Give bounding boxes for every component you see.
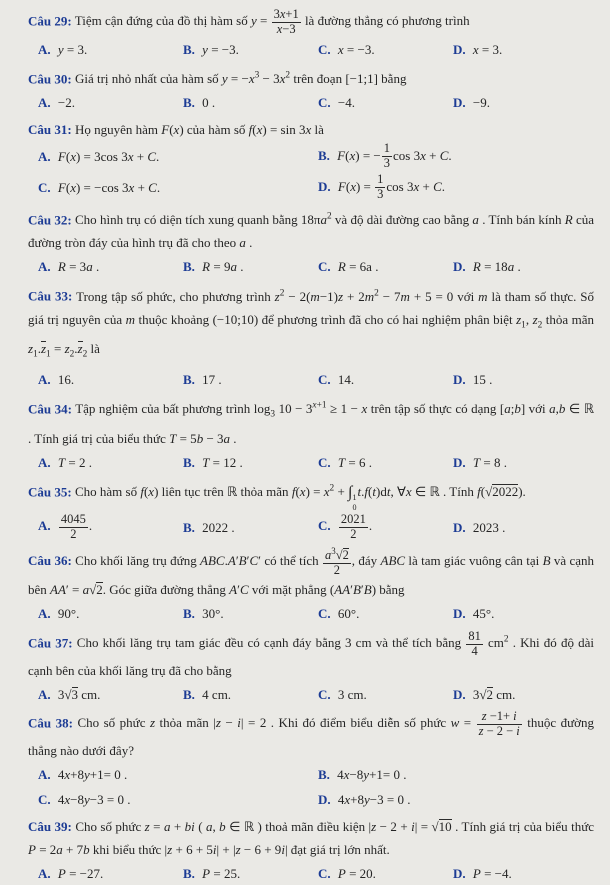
answer-option [318, 38, 453, 61]
answer-letter: C. [38, 791, 51, 807]
answer-text: 3√2 cm. [472, 686, 516, 702]
answer-letter: C. [318, 518, 331, 534]
answer-option [318, 763, 594, 786]
question-block [28, 546, 594, 625]
question-paragraph [28, 395, 594, 450]
answer-option [453, 38, 594, 61]
answers-row [28, 451, 594, 474]
answers-row [28, 683, 594, 706]
answer-letter: B. [183, 865, 195, 881]
question-text: Giá trị nhỏ nhất của hàm số $y = -x^3 - 3x^2$ trên đoạn [−1;1] bằng [74, 70, 407, 87]
answer-letter: B. [183, 686, 195, 702]
answer-option [38, 862, 183, 885]
answer-letter: B. [318, 766, 330, 782]
answer-text: 15 . [472, 371, 493, 387]
answer-text: R = 18a . [472, 259, 521, 275]
answers-row [28, 38, 594, 61]
answer-text: F(x) = − $\frac{1}{3}$ cos 3x + C. [337, 141, 452, 171]
answer-option [38, 368, 183, 391]
answer-option [453, 368, 594, 391]
answer-option [318, 862, 453, 885]
answer-option [318, 513, 453, 542]
answer-text: T = 8 . [472, 454, 507, 470]
answer-option [453, 451, 594, 474]
question-block [28, 282, 594, 391]
question-number: Câu 30: [28, 71, 72, 87]
answer-option [38, 788, 318, 811]
question-number: Câu 37: [28, 635, 73, 651]
answer-option [38, 176, 318, 199]
answers-row [28, 368, 594, 391]
answer-option [38, 451, 183, 474]
question-block [28, 206, 594, 278]
answer-option [38, 145, 318, 168]
questions [28, 8, 594, 885]
answer-option [318, 683, 453, 706]
answer-option [183, 255, 318, 278]
answer-letter: C. [318, 454, 331, 470]
question-number: Câu 38: [28, 715, 73, 731]
question-paragraph [28, 206, 594, 254]
answer-option [318, 255, 453, 278]
answer-letter: B. [183, 41, 195, 57]
answer-text: x = 3. [472, 41, 503, 57]
question-text: Cho khối lăng trụ tam giác đều có cạnh đáy bằng 3 cm và thể tích bằng $\frac{81}{4}$ $cm^2$ . Khi đó độ dài cạnh bên của khối lăng trụ đã cho bằng [28, 628, 595, 678]
answer-letter: B. [183, 259, 195, 275]
answer-letter: D. [453, 259, 466, 275]
question-number: Câu 35: [28, 484, 72, 500]
question-paragraph [28, 118, 594, 141]
answer-letter: B. [183, 454, 195, 470]
question-text: Cho số phức z = a + bi ( a, b ∈ ℝ ) thoả mãn điều kiện |z − 2 + i| = √10 . Tính giá trị của biểu thức P = 2a + 7b khi biểu thức |z + 6 + 5i| + |z − 6 + 9i| đạt giá trị lớn nhất. [28, 818, 595, 857]
answer-letter: D. [453, 454, 466, 470]
answer-text: $\frac{2021}{2}$ . [340, 511, 373, 541]
answer-option [453, 91, 594, 114]
answer-letter: A. [38, 371, 51, 387]
question-paragraph [28, 710, 594, 762]
answer-letter: A. [38, 686, 51, 702]
question-number: Câu 36: [28, 552, 72, 568]
answer-option [453, 255, 594, 278]
answer-letter: B. [183, 605, 195, 621]
answer-text: 2022 . [202, 519, 235, 535]
answer-option [318, 173, 594, 202]
answer-text: F(x) = −cos 3x + C. [57, 180, 161, 196]
answer-text: 4x+8y+1= 0 . [57, 766, 128, 782]
answer-text: 4x+8y−3 = 0 . [337, 791, 411, 807]
answer-letter: A. [38, 259, 51, 275]
question-block [28, 65, 594, 114]
answer-option [318, 368, 453, 391]
answer-option [183, 91, 318, 114]
question-paragraph [28, 546, 594, 601]
question-block [28, 815, 594, 885]
answer-text: 2023 . [472, 519, 506, 535]
question-text: Họ nguyên hàm F(x) của hàm số f(x) = sin 3x là [74, 122, 324, 138]
question-block [28, 395, 594, 474]
question-text: Cho khối lăng trụ đứng ABC.A′B′C′ có thể tích $\frac{a^3√2}{2}$ , đáy ABC là tam giác vuông cân tại B và cạnh bên AA′ = a√2. Góc giữa đường thẳng A′C với mặt phẳng (AA′B′B) bằng [28, 545, 595, 597]
answer-letter: C. [318, 259, 331, 275]
answer-letter: C. [318, 605, 331, 621]
question-block [28, 118, 594, 202]
answer-option [183, 368, 318, 391]
answer-letter: B. [318, 147, 330, 163]
answer-letter: B. [183, 371, 195, 387]
answer-option [453, 602, 594, 625]
answer-letter: D. [453, 519, 466, 535]
answer-text: F(x) = $\frac{1}{3}$ cos 3x + C. [337, 172, 446, 202]
answer-letter: D. [453, 41, 466, 57]
answer-text: y = 3. [57, 41, 88, 57]
answer-option [318, 91, 453, 114]
question-number: Câu 32: [28, 212, 72, 228]
answer-text: 60°. [337, 605, 360, 621]
answer-letter: C. [318, 371, 331, 387]
answer-letter: C. [318, 686, 331, 702]
answer-text: 16. [57, 371, 75, 387]
answer-option [38, 683, 183, 706]
answer-text: $\frac{4045}{2}$ . [60, 511, 93, 541]
question-text: Trong tập số phức, cho phương trình $z^2 - 2(m-1)z + 2m^2 - 7m + 5 = 0$ với m là tham số thực. Số giá trị nguyên của m thuộc khoảng (−10;10) để phương trình đã cho có hai nghiệm phân biệt $z_1$, $z_2$ thỏa mãn $z_1.z_1 = z_2.z_2$ là [28, 288, 595, 360]
answer-text: −2. [57, 95, 75, 111]
answer-option [183, 451, 318, 474]
question-number: Câu 29: [28, 13, 72, 29]
answer-letter: C. [318, 95, 331, 111]
answer-option [453, 516, 594, 539]
question-text: Tiệm cận đứng của đồ thị hàm số y = $\frac{3x+1}{x-3}$ là đường thẳng có phương trình [74, 7, 470, 36]
answer-option [453, 683, 594, 706]
answer-text: 17 . [202, 371, 222, 387]
answers-row [28, 763, 594, 811]
answer-text: R = 9a . [202, 259, 244, 275]
answer-letter: B. [183, 95, 195, 111]
answers-row [28, 91, 594, 114]
question-text: Cho số phức z thỏa mãn |z − i| = 2 . Khi đó điểm biểu diễn số phức w = $\frac{z -1+ i}{z - 2 - i}$ thuộc đường thẳng nào dưới đây? [28, 708, 595, 758]
question-number: Câu 39: [28, 818, 72, 834]
answer-text: R = 3a . [57, 259, 100, 275]
question-number: Câu 31: [28, 122, 72, 138]
answer-letter: B. [183, 519, 195, 535]
question-paragraph [28, 815, 594, 861]
answer-text: 3√3 cm. [57, 686, 101, 702]
answer-option [183, 683, 318, 706]
question-number: Câu 34: [28, 401, 72, 417]
answer-text: 4x−8y−3 = 0 . [57, 791, 131, 807]
answer-option [38, 513, 183, 542]
answer-text: 90°. [57, 605, 80, 621]
answers-row [28, 602, 594, 625]
question-block [28, 478, 594, 542]
answer-text: −4. [337, 95, 355, 111]
answer-text: P = −4. [472, 865, 512, 881]
answer-text: 3 cm. [337, 686, 367, 702]
question-number: Câu 33: [28, 288, 73, 304]
answer-letter: C. [38, 180, 51, 196]
answer-text: P = 25. [202, 865, 241, 881]
answer-text: 14. [337, 371, 355, 387]
answer-text: x = −3. [337, 41, 375, 57]
answers-row [28, 862, 594, 885]
answer-option [318, 451, 453, 474]
answers-row [28, 513, 594, 542]
answer-option [453, 862, 594, 885]
answer-letter: D. [318, 791, 331, 807]
question-block [28, 8, 594, 61]
answer-option [183, 862, 318, 885]
answer-text: T = 2 . [57, 454, 92, 470]
answer-option [318, 602, 453, 625]
answer-text: 0 . [202, 95, 216, 111]
answer-text: P = −27. [57, 865, 104, 881]
answer-option [38, 602, 183, 625]
answer-option [38, 763, 318, 786]
answer-option [38, 255, 183, 278]
answer-letter: D. [453, 371, 466, 387]
answer-letter: A. [38, 605, 51, 621]
answer-text: T = 6 . [337, 454, 372, 470]
answer-option [38, 91, 183, 114]
answer-text: −9. [472, 95, 490, 111]
answer-letter: C. [318, 41, 331, 57]
answer-text: R = 6a . [337, 259, 379, 275]
answer-text: y = −3. [202, 41, 239, 57]
question-text: Cho hình trụ có diện tích xung quanh bằng $18\pi a^2$ và độ dài đường cao bằng a . Tính bán kính R của đường tròn đáy của hình trụ đã cho theo a . [28, 212, 595, 251]
answer-letter: A. [38, 41, 51, 57]
answer-letter: A. [38, 454, 51, 470]
answer-letter: D. [318, 178, 331, 194]
answer-letter: D. [453, 865, 466, 881]
question-paragraph [28, 282, 594, 367]
answer-text: 30°. [202, 605, 224, 621]
answer-letter: A. [38, 95, 51, 111]
question-paragraph [28, 65, 594, 90]
answer-letter: D. [453, 605, 466, 621]
answer-text: 4 cm. [202, 686, 232, 702]
question-paragraph [28, 478, 594, 512]
answers-row [28, 255, 594, 278]
answer-text: P = 20. [337, 865, 376, 881]
question-paragraph [28, 8, 594, 37]
question-block [28, 629, 594, 706]
answer-option [318, 142, 594, 171]
answer-text: T = 12 . [202, 454, 243, 470]
answer-letter: D. [453, 95, 466, 111]
question-text: Tập nghiệm của bất phương trình $\log_3 10 - 3^{x+1} \ge 1 - x$ trên tập số thực có dạng [a;b] với a,b ∈ ℝ . Tính giá trị của biểu thức T = 5b − 3a . [28, 400, 595, 446]
answer-option [183, 38, 318, 61]
answer-text: 45°. [472, 605, 495, 621]
answer-letter: A. [38, 766, 51, 782]
answer-text: 4x−8y+1= 0 . [337, 766, 407, 782]
answer-letter: A. [38, 518, 51, 534]
answer-option [183, 602, 318, 625]
answers-row [28, 142, 594, 202]
answer-text: F(x) = 3cos 3x + C. [57, 149, 160, 165]
question-block [28, 710, 594, 811]
answer-letter: D. [453, 686, 466, 702]
question-text: Cho hàm số f(x) liên tục trên ℝ thỏa mãn $f(x) = x^2$ + ∫ 1 0 t.f(t)dt, ∀x ∈ ℝ . Tính f(√2022). [74, 483, 526, 512]
question-paragraph [28, 629, 594, 682]
answer-letter: C. [318, 865, 331, 881]
answer-option [183, 516, 318, 539]
answer-option [318, 788, 594, 811]
answer-letter: A. [38, 149, 51, 165]
answer-letter: A. [38, 865, 51, 881]
answer-option [38, 38, 183, 61]
